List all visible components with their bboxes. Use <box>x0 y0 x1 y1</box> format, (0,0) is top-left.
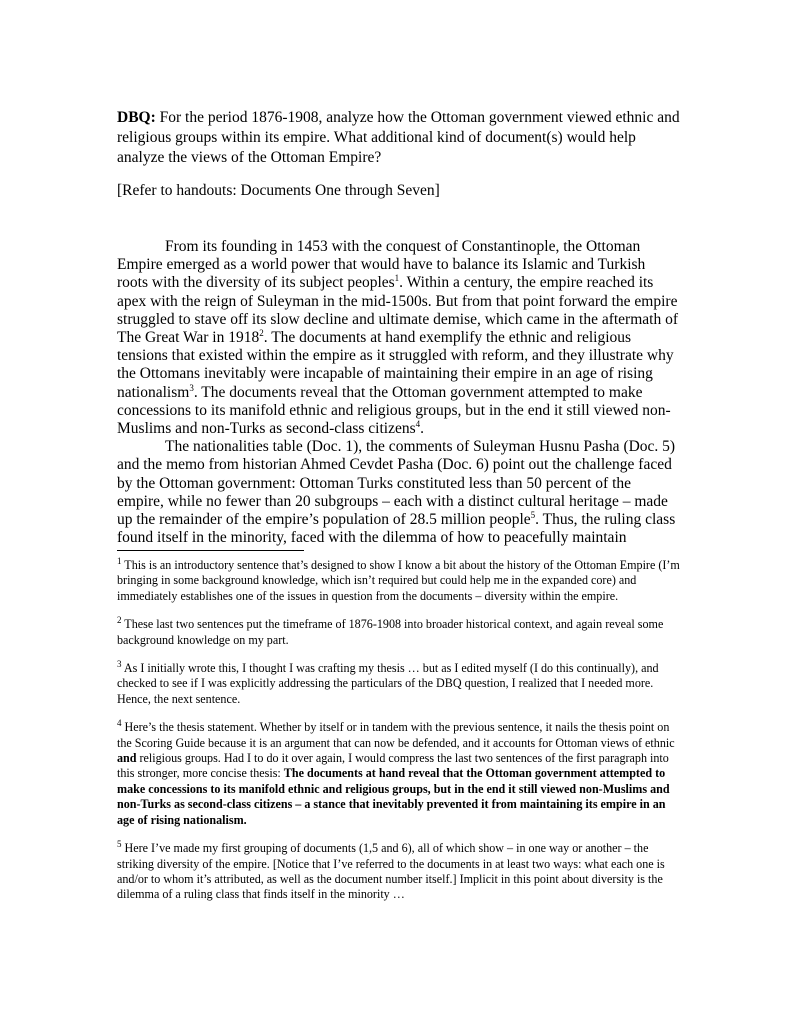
para1-text: . The documents at hand exemplify the ethnic and religious tensions that existed within the empire as it struggled with reform, and they illustrate why the Ottomans inevitably were incapable of maintaining their empire in an age of rising nationalism <box>117 329 674 401</box>
dbq-label: DBQ: <box>117 109 156 126</box>
footnote-number: 2 <box>117 615 122 626</box>
para1-text: . Within a century, the empire reached its apex with the reign of Suleyman in the mid-1500s. But from that point forward the empire struggled to stave off its slow decline and ultimate demise, which came in the aftermath of The Great War in 1918 <box>117 274 678 347</box>
footnote-4 <box>117 720 680 828</box>
footnote-ref-1[interactable]: 1 <box>394 273 400 284</box>
footnote-ref-5[interactable]: 5 <box>530 509 536 520</box>
para1-text: . The documents reveal that the Ottoman government attempted to make concessions to its manifold ethnic and religious groups, but in the end it still viewed non-Muslims and non-Turks as second-class citizens <box>117 383 671 438</box>
footnote-ref-3[interactable]: 3 <box>189 382 194 393</box>
footnote-text: This is an introductory sentence that’s designed to show I know a bit about the history of the Ottoman Empire (I’m bringing in some background knowledge, which isn’t required but could help me in the expanded core) and immediately establishes one of the issues in question from the documents – diversity within the empire. <box>117 558 680 603</box>
footnote-1 <box>117 555 680 604</box>
essay-body <box>117 238 680 547</box>
footnote-5 <box>117 841 680 903</box>
handout-reference: [Refer to handouts: Documents One through Seven] <box>117 182 440 199</box>
para1-text: . <box>420 420 425 438</box>
footnote-ref-4[interactable]: 4 <box>415 418 421 429</box>
thesis-statement: The documents at hand reveal that the Ottoman government attempted to make concessions to its manifold ethnic and religious groups, but in the end it still viewed non-Muslims and non-Turks as second-class citizens – a stance that inevitably prevented it from maintaining its empire in an age of rising nationalism. <box>117 766 670 827</box>
footnote-ref-2[interactable]: 2 <box>259 327 264 338</box>
dbq-question: For the period 1876-1908, analyze how the Ottoman government viewed ethnic and religious groups within its empire. What additional kind of document(s) would help analyze the views of the Ottoman Empire? <box>117 109 680 166</box>
footnote-text: Here’s the thesis statement. Whether by itself or in tandem with the previous sentence, it nails the thesis point on the Scoring Guide because it is an argument that can now be defended, and it accounts for Ottoman views of ethnic <box>117 720 675 750</box>
footnote-number: 5 <box>117 839 122 850</box>
dbq-prompt <box>117 108 685 168</box>
para2-text: . Thus, the ruling class found itself in the minority, faced with the dilemma of how to peacefully maintain <box>117 511 676 547</box>
footnote-3 <box>117 661 680 707</box>
footnote-number: 1 <box>117 555 122 566</box>
footnote-number: 3 <box>117 659 122 669</box>
footnote-text: religious groups. Had I to do it over again, I would compress the last two sentences of the first paragraph into this stronger, more concise thesis: <box>117 751 669 781</box>
para2-text: The nationalities table (Doc. 1), the comments of Suleyman Husnu Pasha (Doc. 5) and the memo from historian Ahmed Cevdet Pasha (Doc. 6) point out the challenge faced by the Ottoman government: Ottoman Turks constituted less than 50 percent of the empire, while no fewer than 20 subgroups – each with a distinct cultural heritage – made up the remainder of the empire’s population of 28.5 million people <box>117 438 676 529</box>
footnote-2 <box>117 617 680 648</box>
footnote-text: As I initially wrote this, I thought I was crafting my thesis … but as I edited myself (I do this continually), and checked to see if I was explicitly addressing the particulars of the DBQ question, I realized that I needed more. Hence, the next sentence. <box>117 661 659 706</box>
footnote-text: Here I’ve made my first grouping of documents (1,5 and 6), all of which show – in one way or another – the striking diversity of the empire. [Notice that I’ve referred to the documents in at least two ways: what each one is and/or to whom it’s attributed, as well as the document number itself.] Implicit in this point about diversity is the dilemma of a ruling class that finds itself in the minority … <box>117 841 665 902</box>
footnote-text: These last two sentences put the timeframe of 1876-1908 into broader historical context, and again reveal some background knowledge on my part. <box>117 617 664 647</box>
footnote-number: 4 <box>117 718 122 729</box>
footnotes <box>117 555 680 916</box>
paragraph-1 <box>117 238 680 438</box>
paragraph-2 <box>117 438 680 547</box>
footnote-separator <box>117 550 304 551</box>
footnote-emphasis: and <box>117 751 137 766</box>
para1-text: From its founding in 1453 with the conquest of Constantinople, the Ottoman Empire emerged as a world power that would have to balance its Islamic and Turkish roots with the diversity of its subject peoples <box>117 238 646 292</box>
